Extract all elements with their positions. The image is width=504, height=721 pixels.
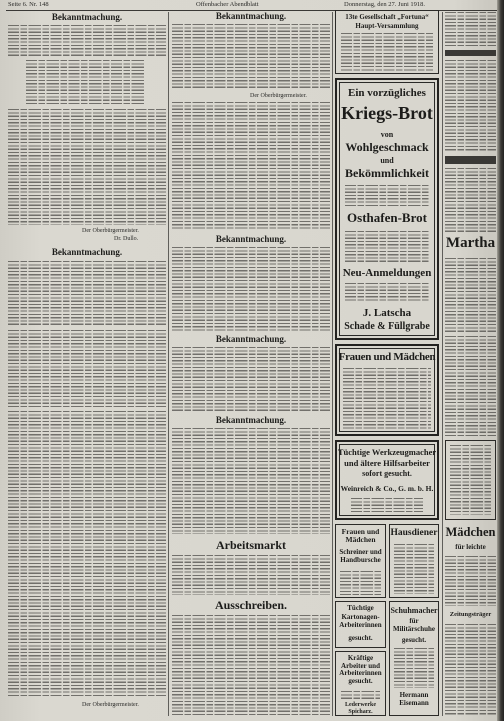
bread-word-und: und [380,156,394,165]
notice-title: Bekanntmachung. [215,415,287,425]
notice-body-text [172,428,330,534]
labor-market-text [172,555,330,595]
classified-banner [445,156,496,164]
shoemakers-text [394,648,434,688]
fortuna-subtitle: Haupt-Versammlung [355,22,419,30]
notice-body-text [8,109,166,225]
house-servant-text [394,544,434,594]
women-wanted-text [343,368,431,430]
notice-title: Bekanntmachung. [51,247,123,257]
bread-line1: Ein vorzügliches [348,87,426,99]
fortuna-title: 13te Gesellschaft „Fortuna“ [345,13,429,21]
notice-title: Bekanntmachung. [51,12,123,22]
women-wanted-ad [335,344,439,436]
newspaper-carrier-title: Zeitungsträger [449,611,492,618]
carpenters-line2: Schreiner und Handbursche [339,548,382,564]
binding-edge [497,0,504,721]
notice-office: Der Oberbürgermeister. [82,228,139,234]
newspaper-name: Offenbacher Abendblatt [196,1,259,8]
house-servant-ad [389,524,439,598]
column-rule [168,12,169,716]
shoemakers-line2: für Militärschuhe [393,617,435,633]
notice-office: Der Oberbürgermeister. [82,702,139,708]
bread-quality1: Wohlgeschmack [345,140,429,154]
notice-schedule-list [26,60,144,106]
leather-text [341,691,380,700]
notice-body-text [172,247,330,331]
notice-body-text [172,24,330,90]
classified-text [445,556,496,606]
bread-registration: Neu-Anmeldungen [342,267,432,279]
leather-company: Lederwerke Spicharz. [345,702,376,715]
bread-brand: Osthafen-Brot [347,210,427,225]
cartonage-line2: Kartonagen-Arbeiterinnen [339,613,382,629]
classified-text [445,60,496,152]
leather-line1: Kräftige Arbeiter und Arbeiterinnen gesucht. [339,654,382,686]
notice-signature: Dr. Dullo. [114,236,139,242]
notice-body-text [8,25,166,57]
fortuna-ad [335,10,439,74]
toolmakers-line1: Tüchtige Werkzeugmacher [337,447,437,457]
issue-date: Donnerstag, den 27. Juni 1918. [344,1,426,8]
notice-body-text [172,347,330,411]
tender-title: Ausschreiben. [214,598,288,612]
house-servant-title: Hausdiener [390,528,438,538]
bread-company2: Schade & Füllgrabe [344,321,430,332]
shoemakers-line3: gesucht. [401,636,427,644]
carpenters-ad [335,524,386,598]
shoemakers-company: Hermann Eisemann [399,691,429,707]
notice-body-text [8,261,166,327]
shoemakers-title: Schuhmacher [390,606,438,615]
notice-office: Der Oberbürgermeister. [250,93,307,99]
labor-market-title: Arbeitsmarkt [216,538,286,552]
toolmakers-text [351,498,423,512]
toolmakers-company: Weinreich & Co., G. m. b. H. [340,484,434,493]
notice-body-text [172,102,330,230]
bread-text [345,283,429,303]
bread-ad [335,78,439,340]
bread-company1: J. Latscha [362,307,412,319]
notice-title: Bekanntmachung. [215,11,287,21]
classified-text [445,336,496,436]
girls-title: Mädchen [445,525,496,539]
martha-title: Martha [445,235,496,251]
bread-word-von: von [380,130,394,139]
tender-text [172,615,330,716]
cartonage-line1: Tüchtige [347,604,374,612]
cartonage-ad [335,601,386,648]
bread-text [345,231,429,263]
classified-text [445,168,496,232]
shoemakers-ad [389,601,439,716]
cartonage-line3: gesucht. [348,634,373,642]
notice-numbered-list [8,330,166,408]
classified-text [445,12,496,48]
classified-text [445,258,496,332]
bread-product: Kriegs-Brot [341,103,433,123]
column-rule [442,12,443,716]
classified-box [445,440,496,520]
carpenters-text [340,571,381,595]
bread-quality2: Bekömmlichkeit [345,166,429,180]
notice-title: Bekanntmachung. [215,234,287,244]
girls-line2: für leichte [455,543,486,551]
classified-text [450,445,491,515]
page-number: Seite 6. Nr. 148 [8,1,49,8]
classified-banner [445,50,496,56]
notice-body-text [8,411,166,697]
toolmakers-line2: und ältere Hilfsarbeiter [344,458,430,468]
leather-ad [335,651,386,716]
column-rule [332,12,333,716]
bread-text [345,185,429,207]
notice-title: Bekanntmachung. [215,334,287,344]
toolmakers-line3: sofort gesucht. [362,469,412,478]
women-wanted-title: Frauen und Mädchen [338,351,436,363]
toolmakers-ad [335,440,439,520]
carpenters-line1: Frauen und Mädchen [341,527,380,545]
classified-text [445,624,496,716]
fortuna-text [341,33,433,71]
